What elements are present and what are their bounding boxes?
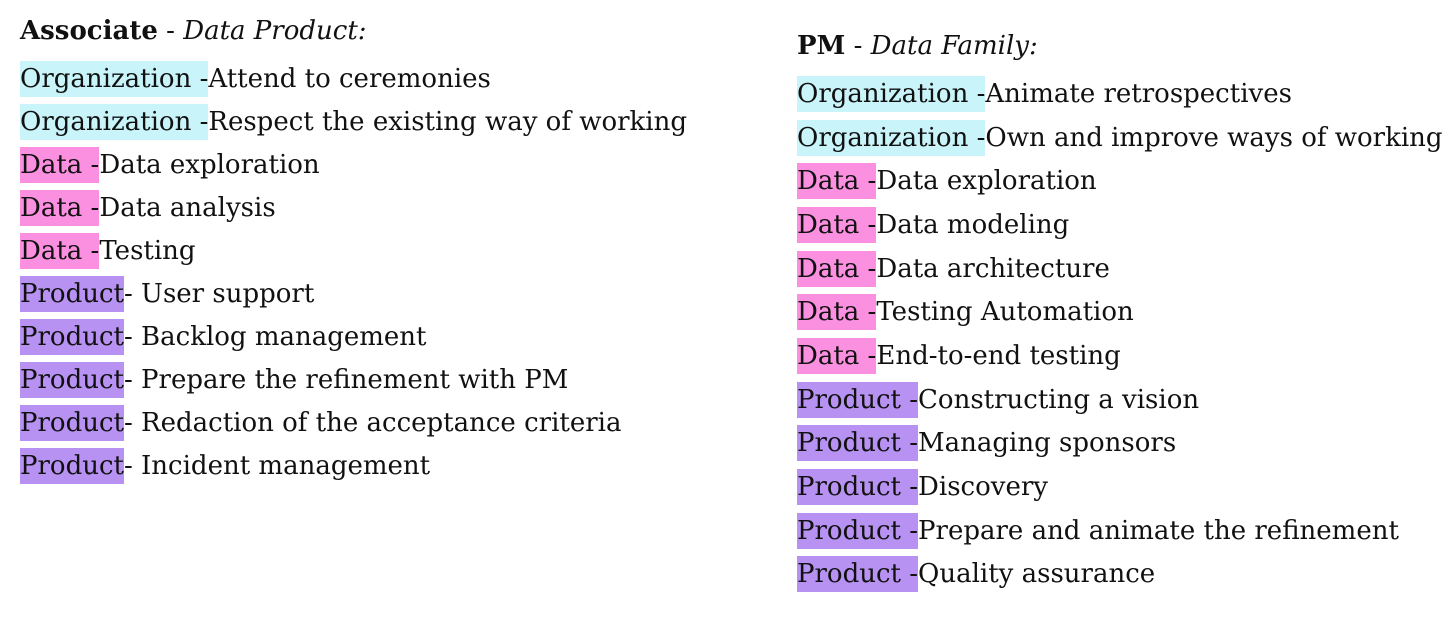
responsibility-item: [797, 465, 1447, 509]
pm-heading: [797, 29, 1447, 63]
responsibility-item: [20, 358, 740, 401]
responsibility-label: Data exploration: [99, 149, 320, 180]
responsibility-item: [797, 247, 1447, 291]
organization-tag: Organization -: [20, 104, 208, 140]
product-tag: Product: [20, 362, 124, 398]
responsibility-item: [797, 72, 1447, 116]
role-title: Associate: [20, 16, 158, 46]
responsibility-item: [20, 401, 740, 444]
responsibility-item: [797, 116, 1447, 160]
responsibility-item: [20, 229, 740, 272]
responsibility-item: [20, 57, 740, 100]
data-tag: Data -: [20, 233, 99, 269]
responsibility-label: Testing: [99, 235, 196, 266]
responsibility-item: [797, 159, 1447, 203]
responsibility-item: [797, 422, 1447, 466]
pm-responsibility-list: [797, 72, 1447, 596]
product-tag: Product: [20, 319, 124, 355]
product-tag: Product -: [797, 425, 918, 461]
responsibility-label: Animate retrospectives: [985, 78, 1292, 109]
responsibility-label: Constructing a vision: [918, 384, 1200, 415]
product-tag: Product -: [797, 469, 918, 505]
product-tag: Product -: [797, 382, 918, 418]
responsibility-label: Discovery: [918, 472, 1048, 503]
data-tag: Data -: [797, 338, 876, 374]
product-tag: Product: [20, 448, 124, 484]
responsibility-label: Data architecture: [876, 253, 1110, 284]
responsibility-item: [797, 509, 1447, 553]
product-tag: Product: [20, 405, 124, 441]
product-tag: Product: [20, 276, 124, 312]
associate-responsibility-list: [20, 57, 740, 487]
responsibility-label: Data exploration: [876, 166, 1097, 197]
responsibility-label: Attend to ceremonies: [208, 63, 491, 94]
responsibility-label: End-to-end testing: [876, 340, 1121, 371]
responsibility-label: Managing sponsors: [918, 428, 1177, 459]
scope-title: Data Product:: [183, 16, 367, 46]
responsibility-item: [797, 290, 1447, 334]
pm-column: [797, 29, 1447, 596]
responsibility-label: Data analysis: [99, 192, 276, 223]
role-title: PM: [797, 31, 846, 61]
responsibility-label: - Prepare the refinement with PM: [123, 364, 569, 395]
responsibility-item: [20, 272, 740, 315]
scope-title: Data Family:: [870, 31, 1038, 61]
responsibility-label: - Redaction of the acceptance criteria: [123, 407, 622, 438]
responsibility-label: Data modeling: [876, 209, 1070, 240]
responsibility-item: [797, 553, 1447, 597]
heading-separator: -: [845, 31, 871, 61]
responsibility-item: [20, 143, 740, 186]
associate-column: [20, 14, 740, 487]
organization-tag: Organization -: [797, 76, 985, 112]
responsibility-label: - User support: [123, 278, 315, 309]
organization-tag: Organization -: [797, 120, 985, 156]
data-tag: Data -: [797, 207, 876, 243]
responsibility-item: [797, 378, 1447, 422]
responsibility-item: [20, 315, 740, 358]
organization-tag: Organization -: [20, 61, 208, 97]
data-tag: Data -: [20, 147, 99, 183]
responsibility-label: Testing Automation: [876, 297, 1134, 328]
responsibility-label: Prepare and animate the refinement: [918, 515, 1399, 546]
responsibility-item: [20, 186, 740, 229]
associate-heading: [20, 14, 740, 48]
data-tag: Data -: [797, 251, 876, 287]
data-tag: Data -: [797, 294, 876, 330]
responsibility-item: [20, 100, 740, 143]
heading-separator: -: [157, 16, 184, 46]
responsibility-label: Respect the existing way of working: [208, 106, 688, 137]
responsibility-label: Own and improve ways of working: [985, 122, 1443, 153]
responsibility-item: [797, 203, 1447, 247]
data-tag: Data -: [797, 163, 876, 199]
responsibility-item: [20, 444, 740, 487]
data-tag: Data -: [20, 190, 99, 226]
product-tag: Product -: [797, 513, 918, 549]
responsibility-item: [797, 334, 1447, 378]
responsibility-label: Quality assurance: [918, 559, 1156, 590]
responsibility-label: - Backlog management: [123, 321, 427, 352]
responsibility-label: - Incident management: [123, 450, 431, 481]
product-tag: Product -: [797, 556, 918, 592]
